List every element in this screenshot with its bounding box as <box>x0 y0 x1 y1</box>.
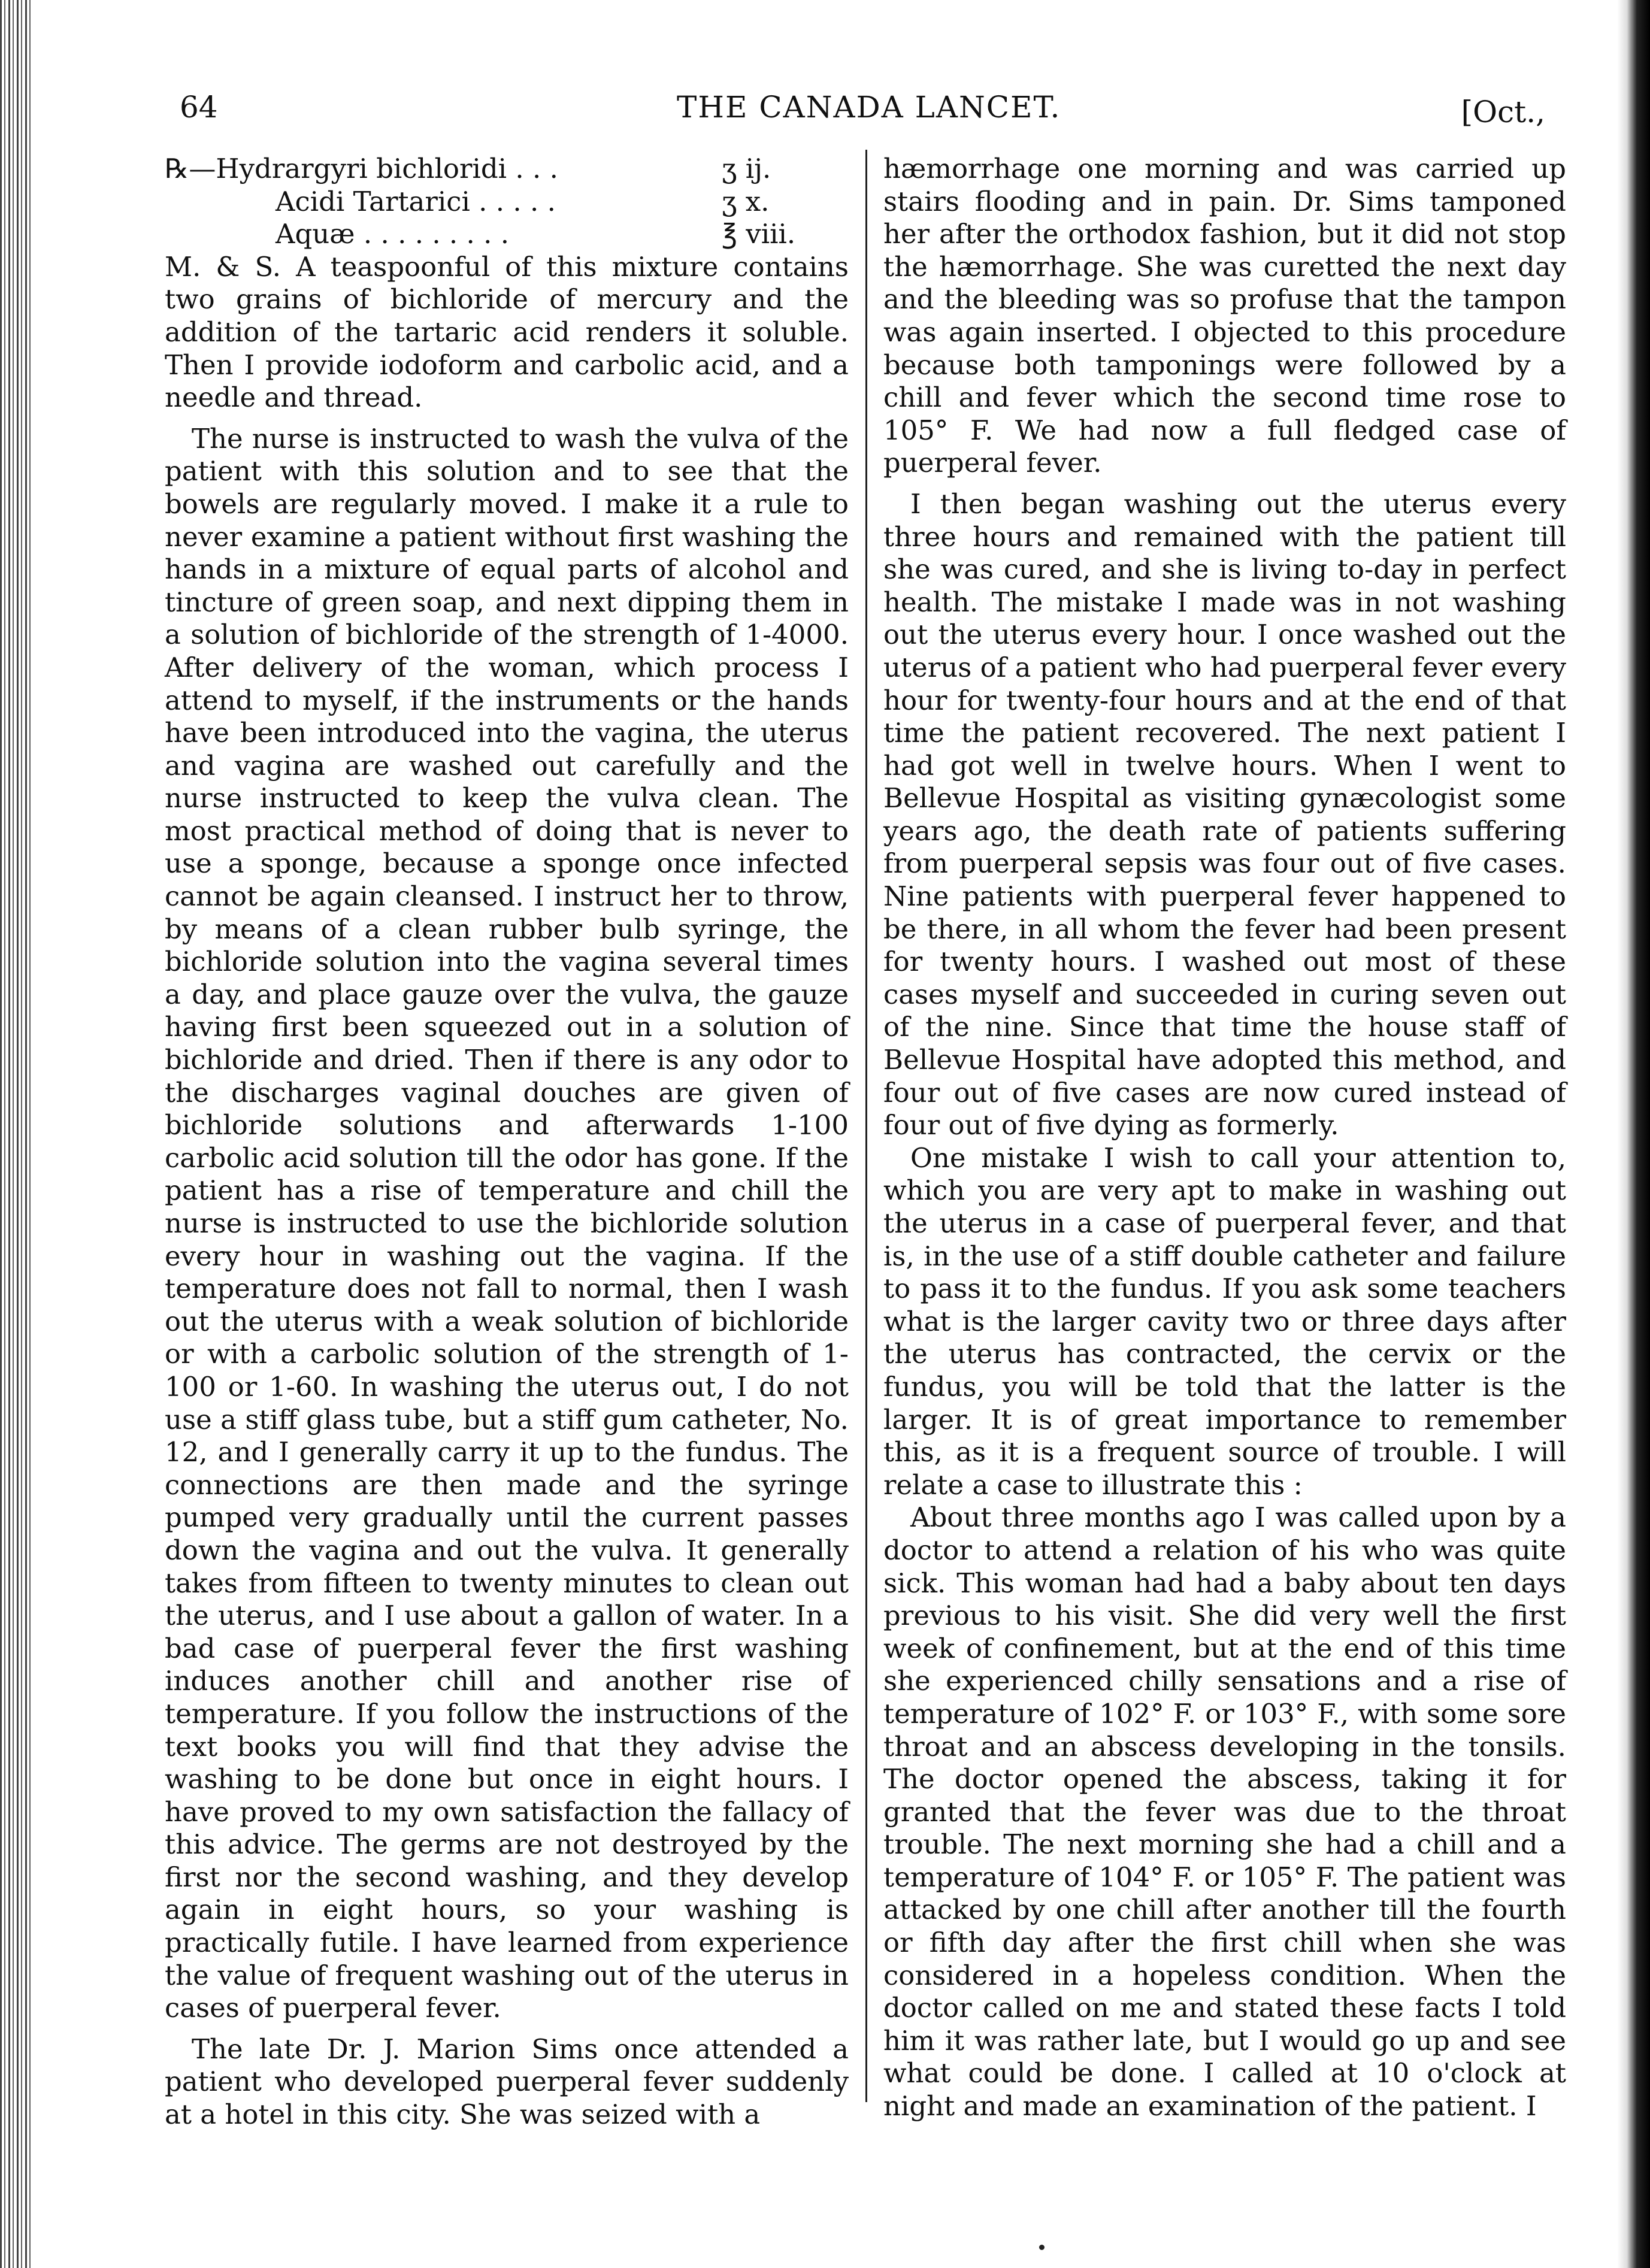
page-header <box>174 90 1545 144</box>
page-number: 64 <box>180 90 218 125</box>
scan-right-edge <box>1617 0 1650 2268</box>
column-divider <box>865 150 867 2102</box>
prescription <box>165 153 849 251</box>
paragraph: hæmorrhage one morning and was carried up stairs flooding and in pain. Dr. Sims tamponed her after the orthodox fashion, but it did not stop the hæmorrhage. She was curetted the next day and the bleeding was so profuse that the tampon was again inserted. I objected to this procedure because both tamponings were followed by a chill and fever which the second time rose to 105° F. We had now a full fledged case of puerperal fever. <box>883 153 1566 479</box>
prescription-ingredient: Acidi Tartarici . . . . . <box>275 185 556 217</box>
running-title: THE CANADA LANCET. <box>677 90 1061 125</box>
prescription-quantity: ʒ ij. <box>722 153 771 184</box>
prescription-ingredient: ℞—Hydrargyri bichloridi . . . <box>165 153 558 184</box>
prescription-quantity: ℥ viii. <box>722 218 796 250</box>
prescription-line <box>165 218 849 251</box>
prescription-line <box>165 153 849 186</box>
paragraph: The late Dr. J. Marion Sims once attended a patient who developed puerperal fever suddenly at a hotel in this city. She was seized with a <box>165 2033 849 2131</box>
paragraph: The nurse is instructed to wash the vulva of the patient with this solution and to see that the bowels are regularly moved. I make it a rule to never examine a patient without first washing the hands in a mixture of equal parts of alcohol and tincture of green soap, and next dipping them in a solution of bichloride of the strength of 1-4000. After delivery of the woman, which process I attend to myself, if the instruments or the hands have been introduced into the vagina, the uterus and vagina are washed out carefully and the nurse instructed to keep the vulva clean. The most practical method of doing that is never to use a sponge, because a sponge once infected cannot be again cleansed. I instruct her to throw, by means of a clean rubber bulb syringe, the bichloride solution into the vagina several times a day, and place gauze over the vulva, the gauze having first been squeezed out in a solution of bichloride and dried. Then if there is any odor to the discharges vaginal douches are given of bichloride solutions and afterwards 1-100 carbolic acid solution till the odor has gone. If the patient has a rise of temperature and chill the nurse is instructed to use the bichloride solution every hour in washing out the vagina. If the temperature does not fall to normal, then I wash out the uterus with a weak solution of bichloride or with a carbolic solution of the strength of 1-100 or 1-60. In washing the uterus out, I do not use a stiff glass tube, but a stiff gum catheter, No. 12, and I generally carry it up to the fundus. The connections are then made and the syringe pumped very gradually until the current passes down the vagina and out the vulva. It generally takes from fifteen to twenty minutes to clean out the uterus, and I use about a gallon of water. In a bad case of puerperal fever the first washing induces another chill and another rise of temperature. If you follow the instructions of the text books you will find that they advise the washing to be done but once in eight hours. I have proved to my own satisfaction the fallacy of this advice. The germs are not destroyed by the first nor the second washing, and they develop again in eight hours, so your washing is practically futile. I have learned from experience the value of frequent washing out of the uterus in cases of puerperal fever. <box>165 422 849 2024</box>
prescription-line <box>165 186 849 219</box>
prescription-quantity: ʒ x. <box>722 185 770 217</box>
paragraph: I then began washing out the uterus every three hours and remained with the patient till she was cured, and she is living to-day in perfect health. The mistake I made was in not washing out the uterus every hour. I once washed out the uterus of a patient who had puerperal fever every hour for twenty-four hours and at the end of that time the patient recovered. The next patient I had got well in twelve hours. When I went to Bellevue Hospital as visiting gynæcologist some years ago, the death rate of patients suffering from puerperal sepsis was four out of five cases. Nine patients with puerperal fever happened to be there, in all whom the fever had been present for twenty hours. I washed out most of these cases myself and succeeded in curing seven out of the nine. Since that time the house staff of Bellevue Hospital have adopted this method, and four out of five cases are now cured instead of four out of five dying as formerly. <box>883 487 1566 1141</box>
paragraph: About three months ago I was called upon by a doctor to attend a relation of his who was quite sick. This woman had had a baby about ten days previous to his visit. She did very well the first week of confinement, but at the end of this time she experienced chilly sensations and a rise of temperature of 102° F. or 103° F., with some sore throat and an abscess developing in the tonsils. The doctor opened the abscess, taking it for granted that the fever was due to the throat trouble. The next morning she had a chill and a temperature of 104° F. or 105° F. The patient was attacked by one chill after another till the fourth or fifth day after the first chill when she was considered in a hopeless condition. When the doctor called on me and stated these facts I told him it was rather late, but I would go up and see what could be done. I called at 10 o'clock at night and made an examination of the patient. I <box>883 1501 1566 2122</box>
paragraph: One mistake I wish to call your attention to, which you are very apt to make in washing out the uterus in a case of puerperal fever, and that is, in the use of a stiff double catheter and failure to pass it to the fundus. If you ask some teachers what is the larger cavity two or three days after the uterus has contracted, the cervix or the fundus, you will be told that the latter is the larger. It is of great importance to remember this, as it is a frequent source of trouble. I will relate a case to illustrate this : <box>883 1141 1566 1501</box>
ink-speck <box>1039 2245 1045 2250</box>
left-column <box>165 153 849 2131</box>
issue-month: [Oct., <box>1461 95 1545 129</box>
right-column <box>883 153 1566 2123</box>
scan-left-edge <box>0 0 33 2268</box>
paragraph: M. & S. A teaspoonful of this mixture contains two grains of bichloride of mercury and the addition of the tartaric acid renders it soluble. Then I provide iodoform and carbolic acid, and a needle and thread. <box>165 250 849 414</box>
prescription-ingredient: Aquæ . . . . . . . . . <box>275 218 510 250</box>
